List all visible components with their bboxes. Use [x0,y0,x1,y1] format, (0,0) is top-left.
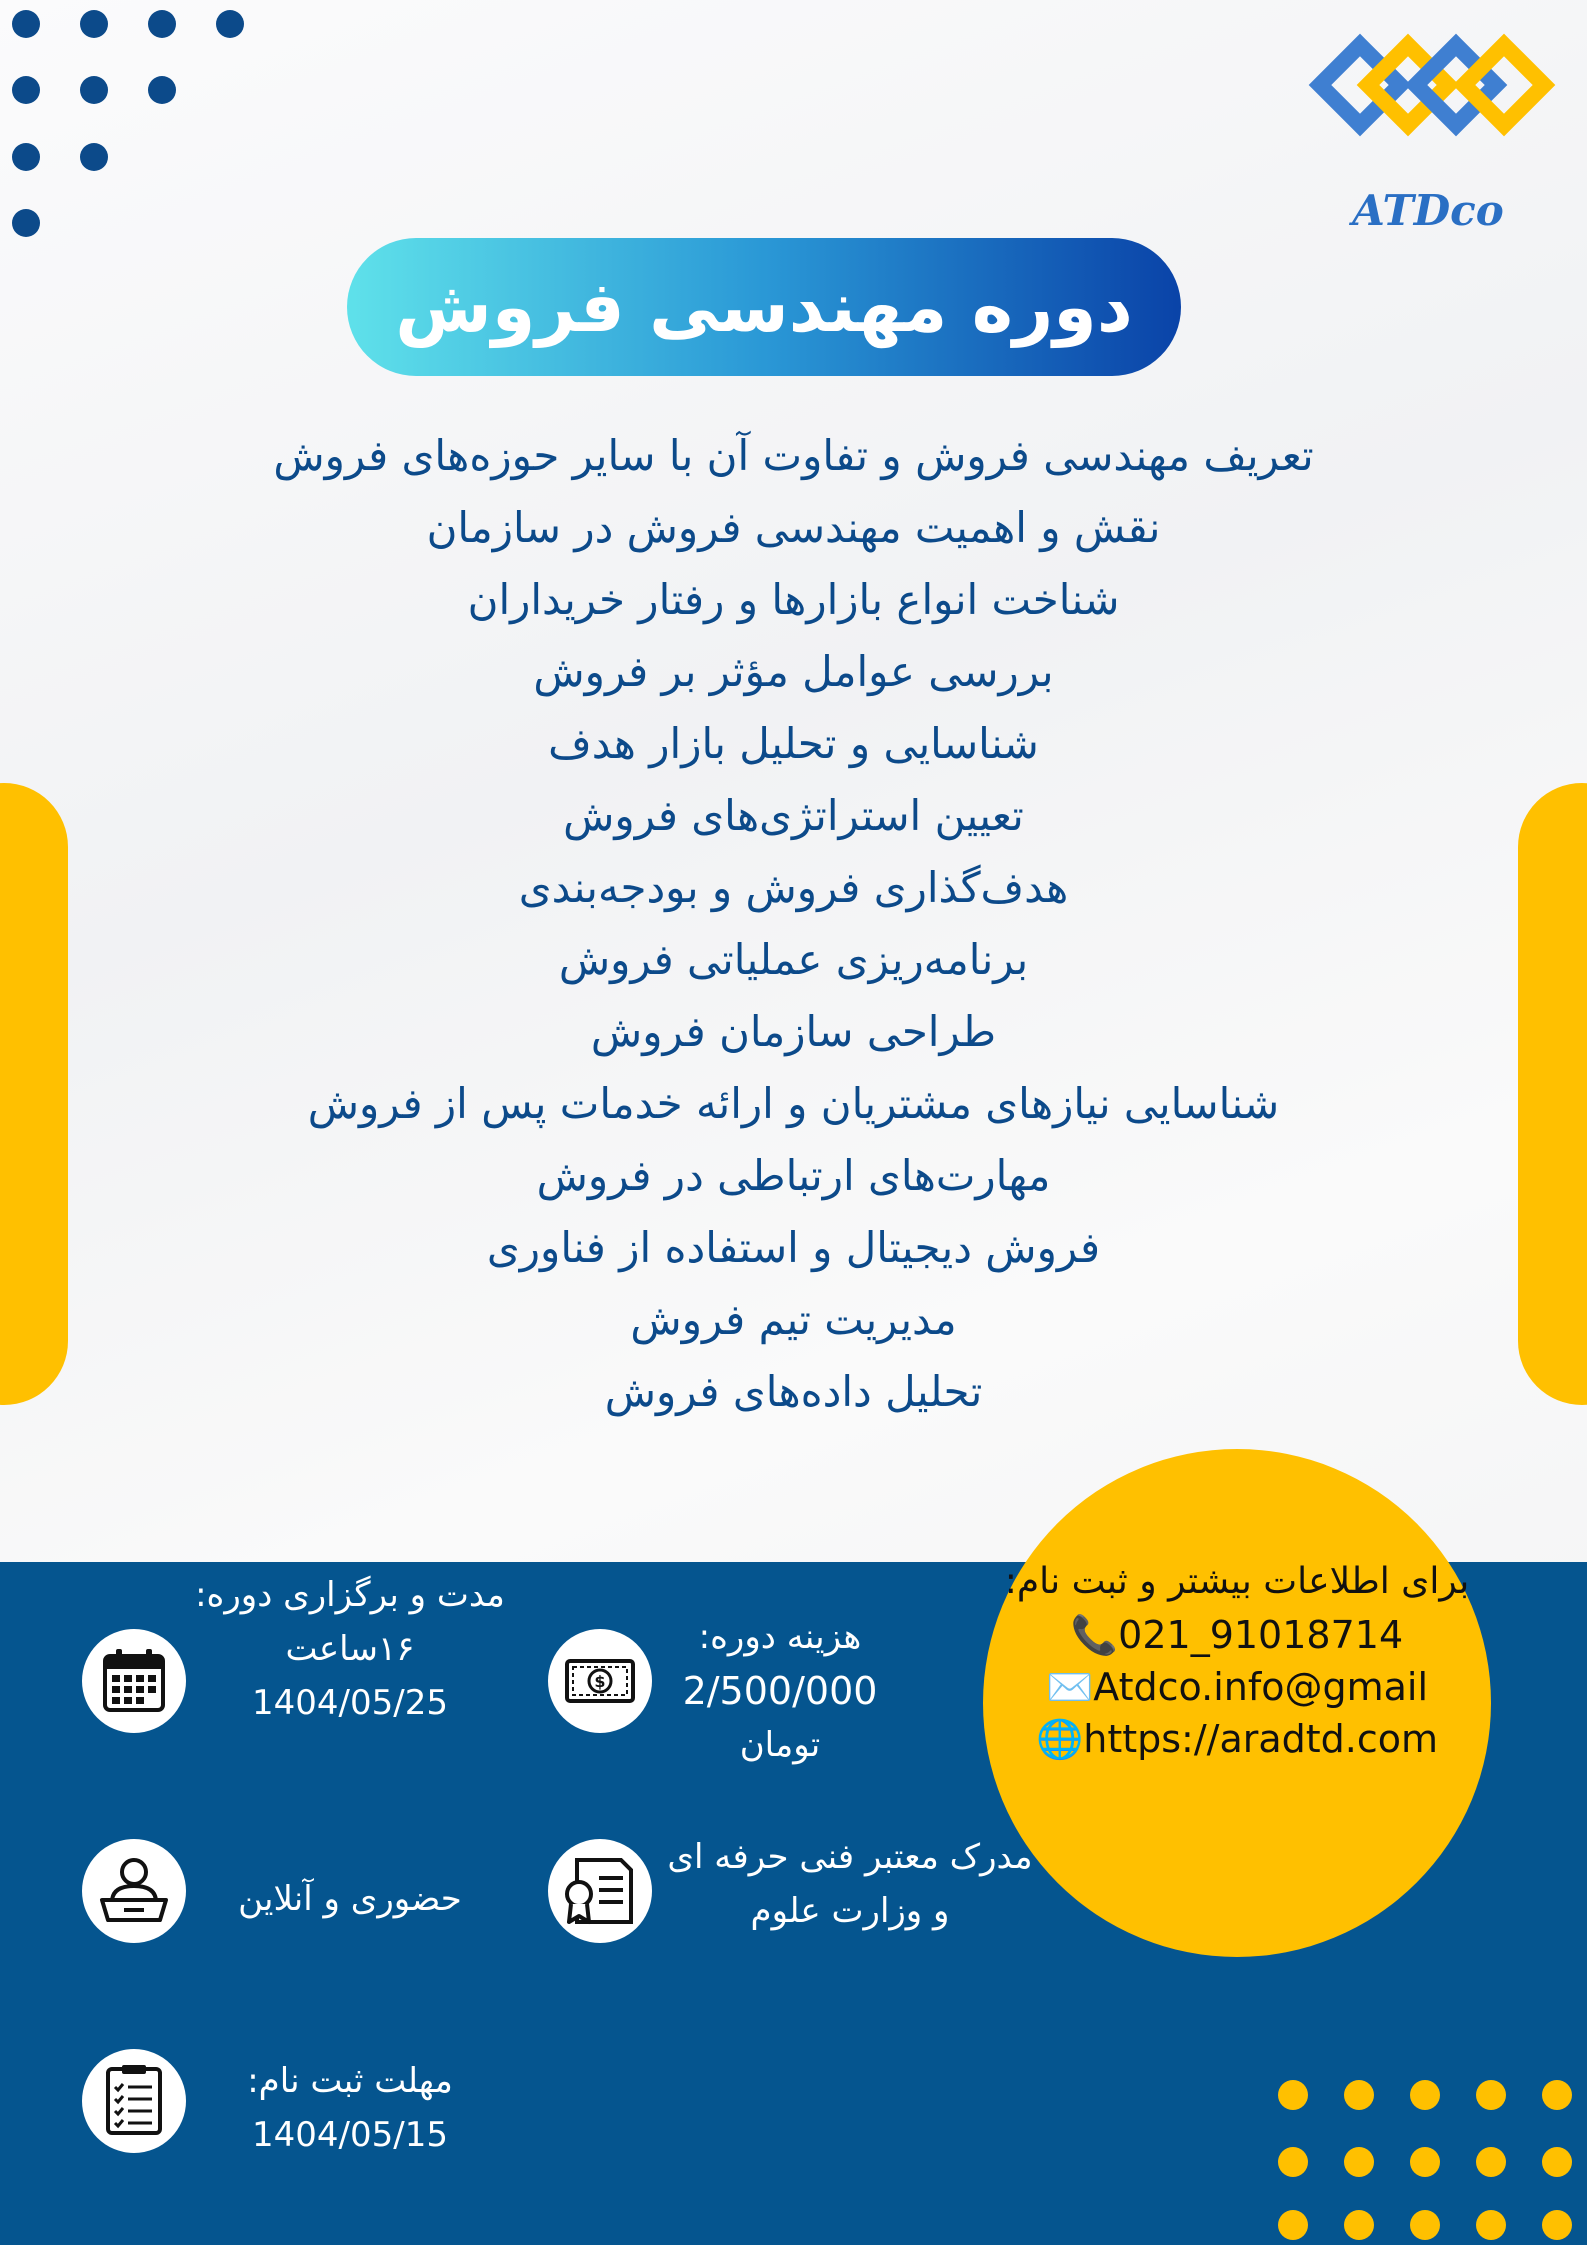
contact-email[interactable]: ✉️Atdco.info@gmail [1045,1665,1429,1709]
cost-info [660,1610,900,1772]
certificate-icon [563,1854,637,1928]
dot [1542,2147,1572,2177]
dot [148,10,176,38]
topic-item: مدیریت تیم فروش [630,1295,957,1344]
checklist-icon [102,2063,166,2139]
deadline-info [200,2054,500,2162]
duration-icon-circle [82,1629,186,1733]
certificate-icon-circle [548,1839,652,1943]
topic-item: شناسایی نیازهای مشتریان و ارائه خدمات پس از فروش [307,1079,1280,1128]
dot [1278,2080,1308,2110]
topic-item: شناسایی و تحلیل بازار هدف [548,719,1039,768]
dot [1344,2147,1374,2177]
dot [12,143,40,171]
dot [1344,2080,1374,2110]
dot [1278,2147,1308,2177]
certificate-line1: مدرک معتبر فنی حرفه ای [667,1837,1033,1877]
dot [1410,2080,1440,2110]
topic-item: تحلیل داده‌های فروش [604,1367,983,1416]
dot [1410,2210,1440,2240]
dot [148,76,176,104]
certificate-line2: و وزارت علوم [750,1891,950,1931]
deadline-label: مهلت ثبت نام: [247,2061,453,2101]
certificate-info [650,1830,1050,1938]
dot [216,10,244,38]
logo-text: ATDco [1352,186,1504,235]
duration-label: مدت و برگزاری دوره: [195,1575,505,1615]
online-user-icon [96,1856,172,1926]
decorative-dots-bottom-right [1270,2072,1587,2245]
logo-mark-icon [1300,25,1560,235]
topic-item: تعیین استراتژی‌های فروش [563,791,1024,840]
course-title-banner [347,238,1181,376]
contact-heading: برای اطلاعات بیشتر و ثبت نام: [1004,1561,1470,1602]
dot [1476,2080,1506,2110]
decorative-pill-right [1518,783,1587,1405]
cost-amount: 2/500/000 [682,1669,878,1713]
contact-circle [983,1449,1491,1957]
topic-item: نقش و اهمیت مهندسی فروش در سازمان [426,503,1161,552]
topic-item: مهارت‌های ارتباطی در فروش [536,1151,1051,1200]
dot [12,10,40,38]
calendar-icon [99,1646,169,1716]
cost-icon-circle [548,1629,652,1733]
dot [1410,2147,1440,2177]
dot [80,10,108,38]
decorative-dots-top-left [0,0,260,250]
topic-item: شناخت انواع بازارها و رفتار خریداران [467,575,1120,624]
topic-item: بررسی عوامل مؤثر بر فروش [533,647,1054,696]
topic-item: طراحی سازمان فروش [590,1007,997,1056]
dot [12,76,40,104]
dot [1542,2210,1572,2240]
decorative-pill-left [0,783,68,1405]
cost-label: هزینه دوره: [698,1617,862,1657]
duration-hours: ۱۶ساعت [285,1629,415,1669]
svg-text:$: $ [594,1672,606,1691]
cost-unit: تومان [739,1725,821,1765]
topic-item: تعریف مهندسی فروش و تفاوت آن با سایر حوزه‌های فروش [273,431,1314,480]
dot [1476,2210,1506,2240]
dot [80,143,108,171]
dot [12,209,40,237]
dot [80,76,108,104]
money-icon [563,1653,637,1709]
duration-info [190,1568,510,1730]
dot [1542,2080,1572,2110]
duration-date: 1404/05/25 [252,1683,448,1723]
mode-icon-circle [82,1839,186,1943]
dot [1476,2147,1506,2177]
mode-text: حضوری و آنلاین [238,1879,462,1919]
topic-list [150,420,1437,1428]
deadline-icon-circle [82,2049,186,2153]
atdco-logo [1300,25,1560,235]
dot [1344,2210,1374,2240]
contact-phone[interactable]: 📞021_91018714 [1070,1613,1404,1657]
course-title: دوره مهندسی فروش [395,266,1133,348]
dot [1278,2210,1308,2240]
deadline-date: 1404/05/15 [252,2115,448,2155]
contact-website[interactable]: 🌐https://aradtd.com [1035,1717,1439,1761]
topic-item: فروش دیجیتال و استفاده از فناوری [486,1223,1101,1272]
topic-item: هدف‌گذاری فروش و بودجه‌بندی [518,863,1069,912]
topic-item: برنامه‌ریزی عملیاتی فروش [558,935,1029,984]
